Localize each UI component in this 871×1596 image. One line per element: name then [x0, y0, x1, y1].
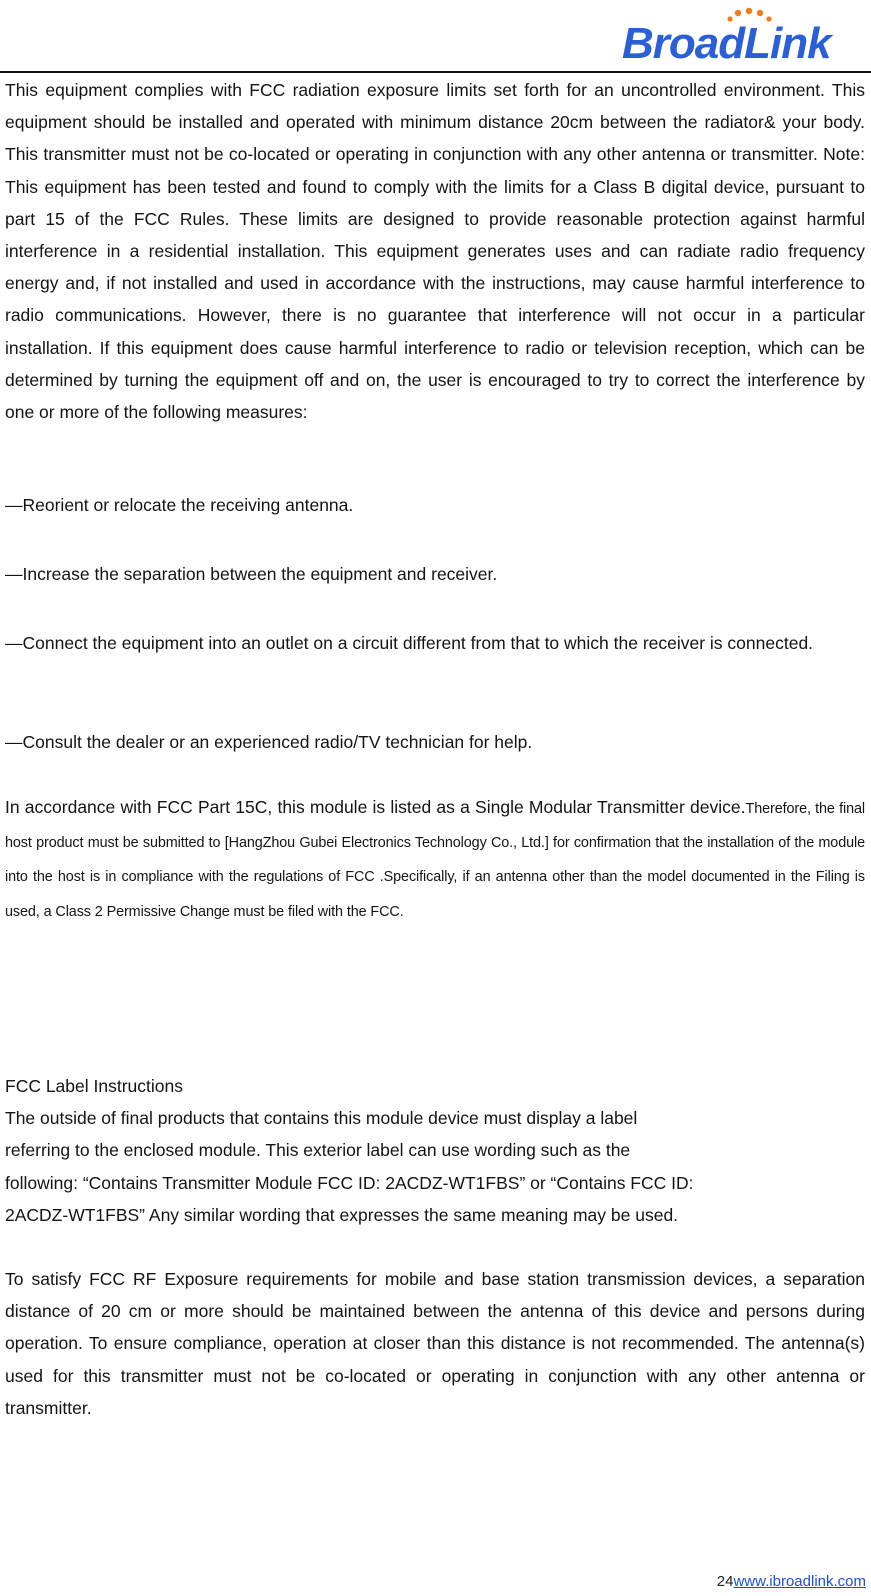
broadlink-logo	[618, 4, 868, 62]
modular-transmitter-lead: In accordance with FCC Part 15C, this module is listed as a Single Modular Transmitter device.	[5, 797, 746, 817]
page-footer	[717, 1573, 866, 1590]
measure-connect-outlet: —Connect the equipment into an outlet on a circuit different from that to which the receiver is connected.	[5, 633, 814, 653]
label-instructions-title: FCC Label Instructions	[5, 1076, 183, 1096]
modular-transmitter-paragraph	[5, 791, 865, 928]
label-instructions-line: following: “Contains Transmitter Module FCC ID: 2ACDZ-WT1FBS” or “Contains FCC ID:	[5, 1172, 694, 1193]
label-instructions-line: referring to the enclosed module. This exterior label can use wording such as the	[5, 1140, 631, 1161]
label-instructions-line: 2ACDZ-WT1FBS” Any similar wording that expresses the same meaning may be used.	[5, 1204, 679, 1225]
website-link[interactable]: www.ibroadlink.com	[733, 1573, 866, 1590]
page-number: 24	[716, 1573, 734, 1590]
compliance-paragraph: This equipment complies with FCC radiation exposure limits set forth for an uncontrolled environment. This equipment should be installed and operated with minimum distance 20cm between the radiator& your body. This transmitter must not be co-located or operating in conjunction with any other antenna or transmitter. Note: This equipment has been tested and found to comply with the limits for a Class B digital device, pursuant to part 15 of the FCC Rules. These limits are designed to provide reasonable protection against harmful interference in a residential installation. This equipment generates uses and can radiate radio frequency energy and, if not installed and used in accordance with the instructions, may cause harmful interference to radio communications. However, there is no guarantee that interference will not occur in a particular installation. If this equipment does cause harmful interference to radio or television reception, which can be determined by turning the equipment off and on, the user is encouraged to try to correct the interference by one or more of the following measures:	[5, 80, 865, 423]
logo-text: BroadLink	[622, 19, 831, 62]
measure-consult-dealer: —Consult the dealer or an experienced radio/TV technician for help.	[5, 732, 533, 752]
rf-exposure-paragraph: To satisfy FCC RF Exposure requirements for mobile and base station transmission devices, a separation distance of 20 cm or more should be maintained between the antenna of this device and persons during operation. To ensure compliance, operation at closer than this distance is not recommended. The antenna(s) used for this transmitter must not be co-located or operating in conjunction with any other antenna or transmitter.	[5, 1269, 865, 1418]
measure-reorient: —Reorient or relocate the receiving antenna.	[5, 495, 354, 515]
host-product-requirements: Therefore, the final host product must be submitted to [HangZhou Gubei Electronics Technology Co., Ltd.] for confirmation that the installation of the module into the host is in compliance with the regulations of FCC .Specifically, if an antenna other than the model documented in the Filing is used, a Class 2 Permissive Change must be filed with the FCC.	[5, 801, 865, 920]
measure-increase-separation: —Increase the separation between the equipment and receiver.	[5, 564, 498, 584]
header-divider	[0, 71, 871, 73]
label-instructions-line: The outside of final products that contains this module device must display a label	[5, 1108, 638, 1129]
label-instructions	[5, 1070, 865, 1231]
